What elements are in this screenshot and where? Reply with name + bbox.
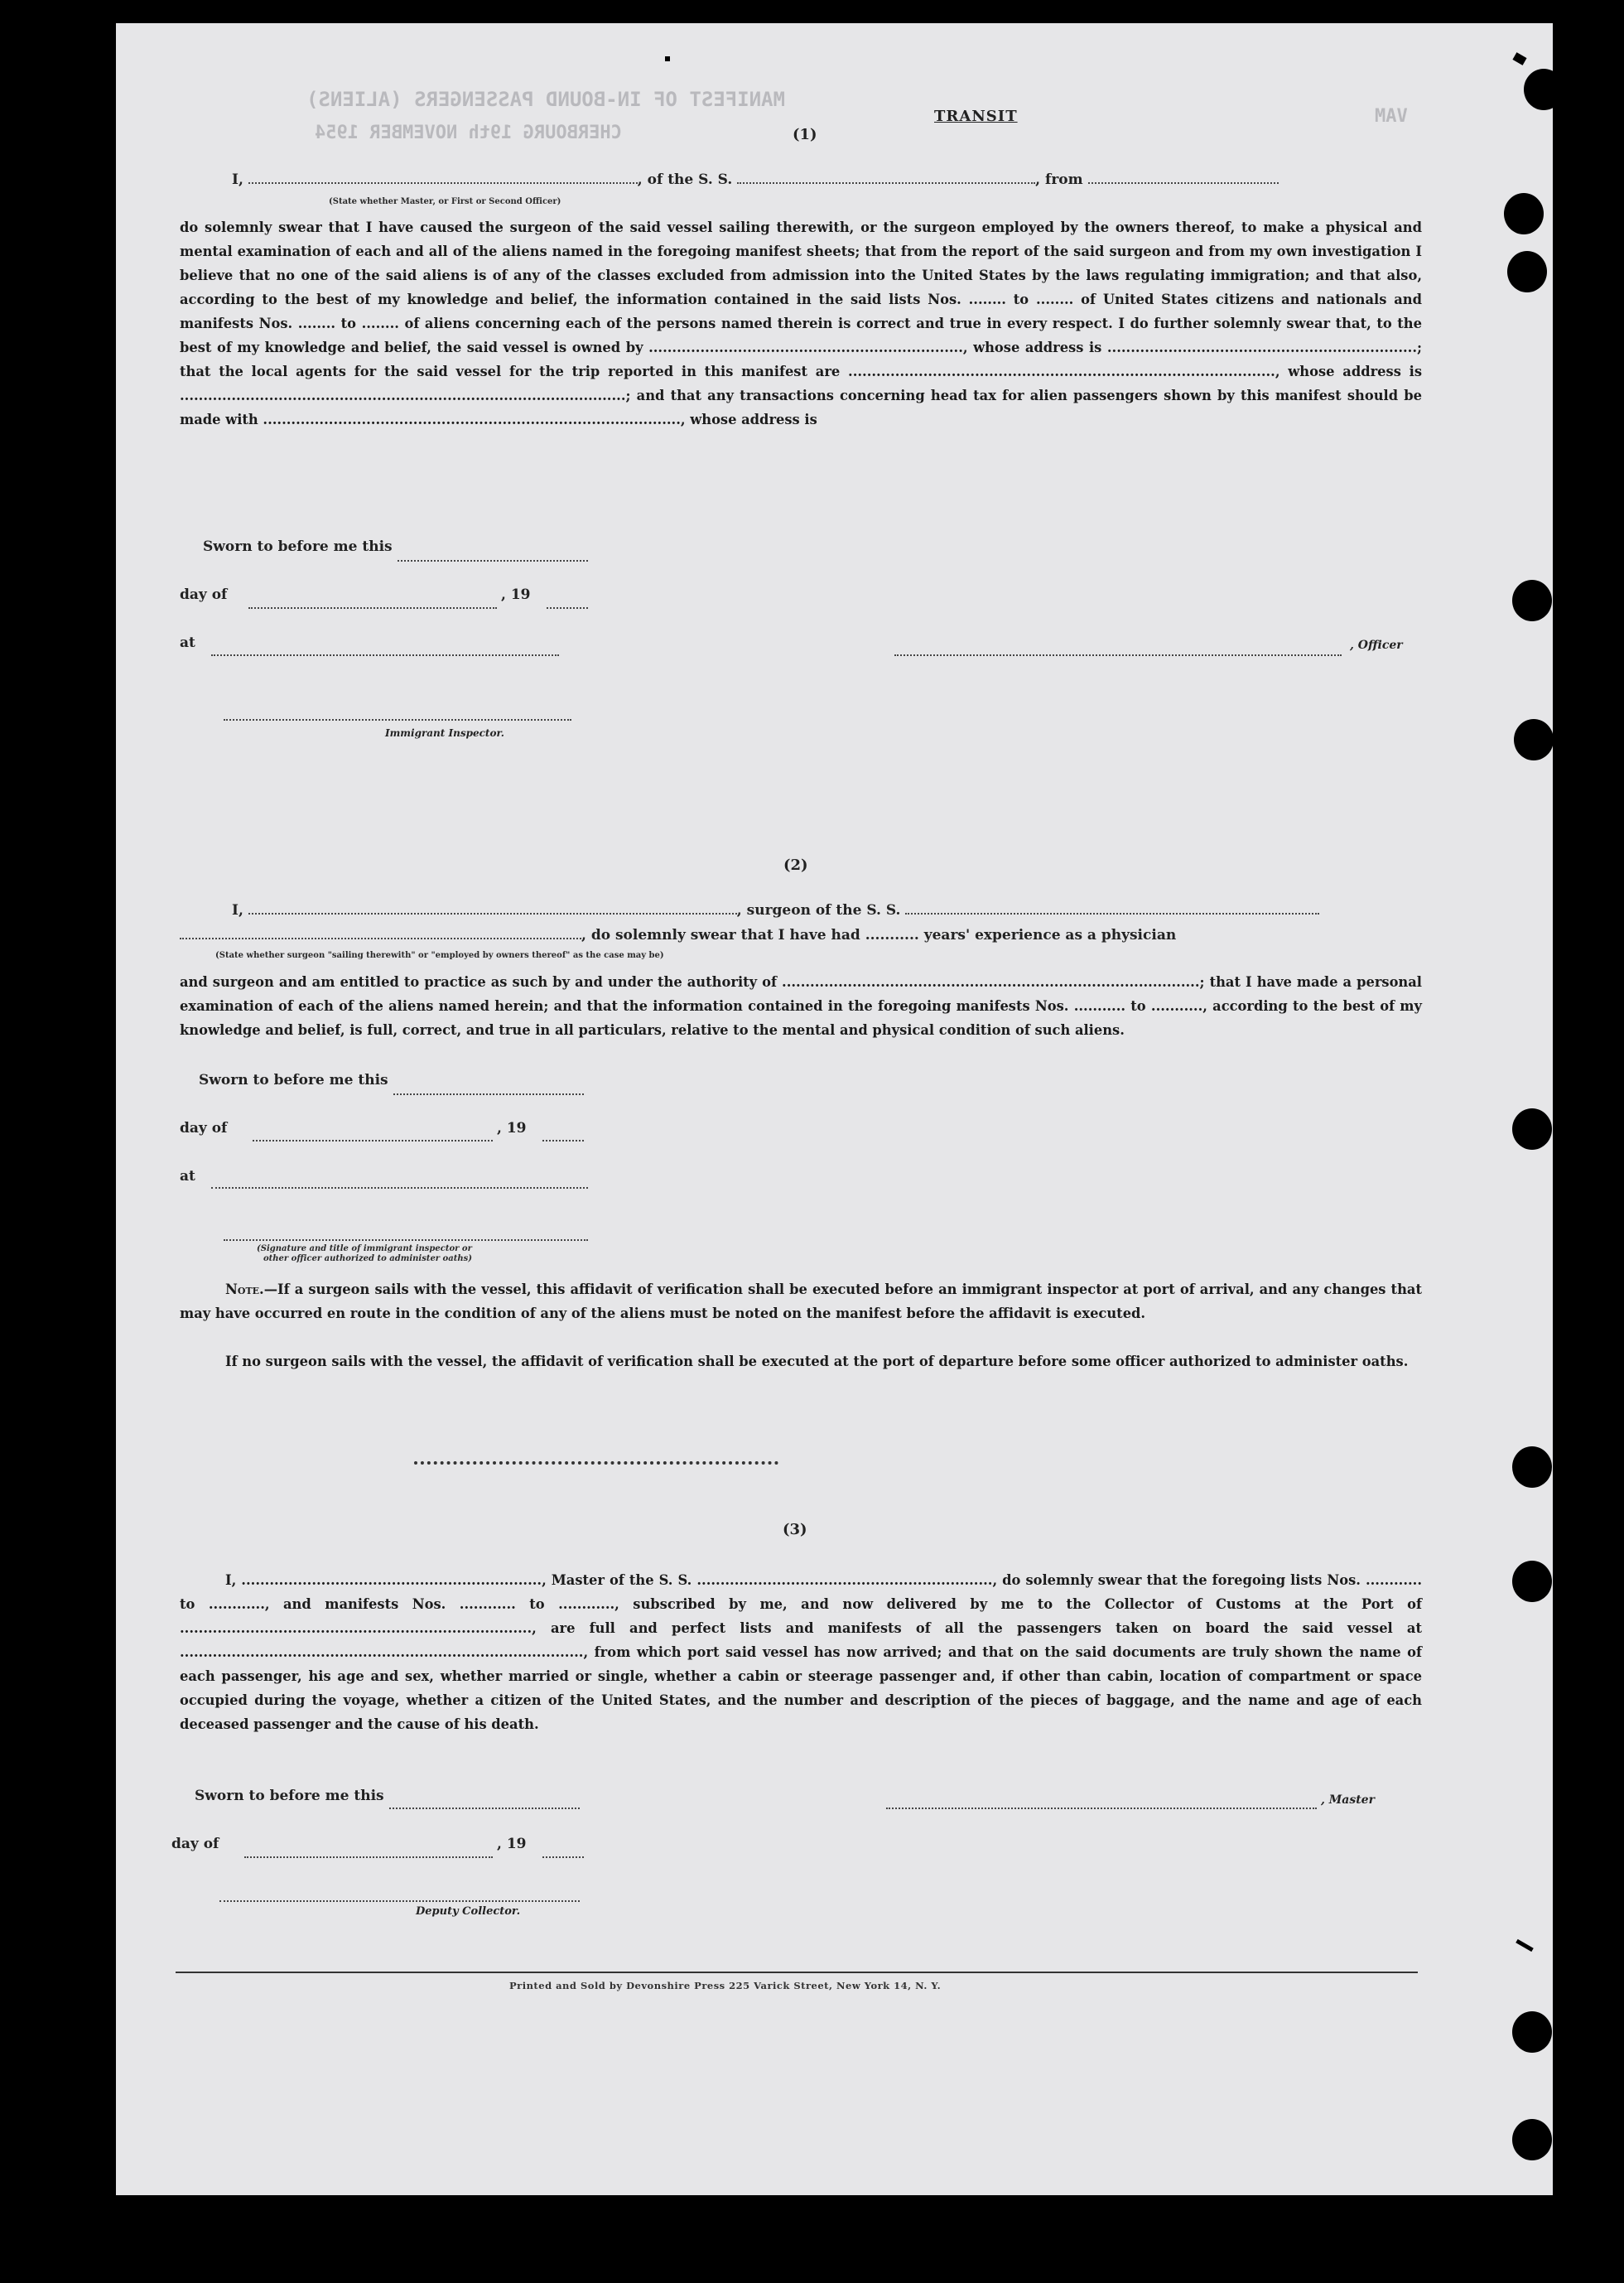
s2-line-1 [232, 901, 1319, 919]
manifest-page [116, 23, 1553, 2195]
s1-officer-label: , Officer [1350, 639, 1403, 652]
s1-sworn: Sworn to before me this [203, 538, 393, 555]
s1-at-line[interactable] [211, 654, 559, 656]
punch-hole [1504, 193, 1544, 234]
vessel-name-field[interactable] [737, 171, 1035, 184]
s1-sworn-line[interactable] [398, 560, 588, 562]
s2-at-line[interactable] [211, 1187, 588, 1189]
s3-deputy-label: Deputy Collector. [416, 1905, 521, 1918]
scan-mark [1516, 1939, 1534, 1952]
printer-credit: Printed and Sold by Devonshire Press 225 Varick Street, New York 14, N. Y. [509, 1980, 942, 1991]
s1-inspector-line[interactable] [224, 719, 571, 721]
section-1-oath-text: do solemnly swear that I have caused the surgeon of the said vessel sailing therewith, or the surgeon employed by the owners thereof, to make a physical and mental examination of each and all of the aliens named in the foregoing manifest sheets; that from the report of the said surgeon and from my own investigation I believe that no one of the said aliens is of any of the classes excluded from admission into the United States by the laws regulating immigration; and that also, according to the best of my knowledge and belief, the information contained in the said lists Nos. ........ to ........ of United States citizens and nationals and manifests Nos. ........ to ........ of aliens concerning each of the persons named therein is correct and true in every respect. I do further solemnly swear that, to the best of my knowledge and belief, the said vessel is owned by ..................................................................., whose address is ..................................................................; that the local agents for the said vessel for the trip reported in this manifest are ..........................................................................................., whose address is ...............................................................................................; and that any transactions concerning head tax for alien passengers shown by this manifest should be made with ........................................................................................., whose address is [180, 220, 1422, 427]
s2-surgeon-status-field[interactable] [180, 926, 581, 939]
s2-year-line[interactable] [542, 1140, 584, 1142]
s3-sworn-line[interactable] [389, 1808, 580, 1809]
s1-day-of: day of [180, 586, 228, 603]
s1-officer-line[interactable] [894, 654, 1342, 656]
s2-signature-note-2: other officer authorized to administer oaths) [263, 1254, 472, 1263]
s1-of-ss: , of the S. S. [637, 171, 733, 188]
s2-day-line[interactable] [253, 1140, 493, 1142]
scan-mark [1512, 52, 1526, 65]
punch-hole [1514, 719, 1553, 760]
s2-status-note: (State whether surgeon "sailing therewith" or "employed by owners thereof" as the case may be) [215, 951, 664, 960]
surgeon-name-field[interactable] [248, 901, 737, 915]
s3-deputy-line[interactable] [219, 1900, 580, 1902]
s1-year: , 19 [501, 586, 531, 603]
s3-sworn: Sworn to before me this [195, 1788, 384, 1804]
s1-inspector-label: Immigrant Inspector. [385, 727, 504, 739]
s3-year-line[interactable] [542, 1856, 584, 1858]
s2-i: I, [232, 902, 243, 919]
punch-hole [1512, 2119, 1552, 2160]
s2-experience: , do solemnly swear that I have had ........... years' experience as a physician [581, 927, 1177, 944]
s1-i: I, [232, 171, 243, 188]
s2-signature-line[interactable] [224, 1239, 588, 1241]
section-1-number: (1) [793, 126, 817, 143]
note-text: —If a surgeon sails with the vessel, this affidavit of verification shall be executed before an immigrant inspector at port of arrival, and any changes that may have occurred en route in the condition of any of the aliens must be noted on the manifest before the affidavit is executed. [180, 1281, 1422, 1321]
s1-officer-note: (State whether Master, or First or Second Officer) [329, 197, 561, 206]
section-2-note-2 [180, 1349, 1422, 1373]
transit-stamp: TRANSIT [934, 108, 1018, 125]
departure-port-field[interactable] [1088, 171, 1279, 184]
note-2-text: If no surgeon sails with the vessel, the affidavit of verification shall be executed at the port of departure before some officer authorized to administer oaths. [225, 1354, 1409, 1369]
footer-rule [176, 1972, 1418, 1973]
section-3-body: I, ................................................................, Master of the S. S. ..............................................................., do solemnly swear that the foregoing lists Nos. ............ to ............, and manifests Nos. ............ to ............, subscribed by me, and now delivered by me to the Collector of Customs at the Port of ..........................................................................., are full and perfect lists and manifests of all the passengers taken on board the said vessel at ......................................................................................, from which port said vessel has now arrived; and that on the said documents are truly shown the name of each passenger, his age and sex, whether married or single, whether a cabin or steerage passenger and, if other than cabin, location of compartment or space occupied during the voyage, whether a citizen of the United States, and the number and description of the pieces of baggage, and the name and age of each deceased passenger and the cause of his death. [180, 1572, 1422, 1732]
dotted-separator [414, 1461, 778, 1465]
s3-day-line[interactable] [244, 1856, 493, 1858]
section-2-oath-text: and surgeon and am entitled to practice as such by and under the authority of .........................................................................................; that I have made a personal examination of each of the aliens named herein; and that the information contained in the foregoing manifests Nos. ........... to ..........., according to the best of my knowledge and belief, is full, correct, and true in all particulars, relative to the mental and physical condition of such aliens. [180, 974, 1422, 1038]
s2-line-2 [180, 926, 1176, 944]
s3-day-of: day of [171, 1836, 219, 1852]
s3-year: , 19 [497, 1836, 527, 1852]
punch-hole [1512, 1561, 1552, 1602]
s2-sworn-line[interactable] [393, 1093, 584, 1095]
punch-hole [1512, 1108, 1552, 1150]
bleed-through-date: CHERBOURG 19th NOVEMBER 1954 [315, 123, 622, 143]
bleed-through-title: MANIFEST OF IN-BOUND PASSENGERS (ALIENS) [306, 88, 785, 111]
s2-surgeon-of: , surgeon of the S. S. [736, 902, 901, 919]
s1-from: , from [1035, 171, 1083, 188]
s1-line-1 [232, 171, 1279, 188]
punch-hole [1512, 580, 1552, 621]
s2-year: , 19 [497, 1120, 527, 1137]
section-3-oath-text [180, 1568, 1422, 1736]
s2-vessel-field[interactable] [905, 901, 1319, 915]
note-label: Note. [225, 1281, 264, 1297]
bleed-through-code: VAM [1375, 106, 1408, 127]
section-2-number: (2) [783, 857, 808, 874]
punch-hole [1524, 69, 1553, 110]
punch-hole [1507, 251, 1547, 292]
s3-master-line[interactable] [886, 1808, 1317, 1809]
punch-hole [1512, 1446, 1552, 1488]
s2-sworn: Sworn to before me this [199, 1072, 388, 1088]
section-2-note [180, 1277, 1422, 1325]
s2-signature-note-1: (Signature and title of immigrant inspector or [257, 1244, 472, 1253]
s1-day-line[interactable] [248, 607, 497, 609]
s1-at: at [180, 635, 195, 651]
punch-hole [1512, 2011, 1552, 2053]
s2-at: at [180, 1168, 195, 1185]
s2-day-of: day of [180, 1120, 228, 1137]
scan-mark [665, 56, 670, 61]
master-name-field[interactable] [248, 171, 638, 184]
s1-year-line[interactable] [547, 607, 588, 609]
s3-master-label: , Master [1321, 1793, 1375, 1807]
section-3-number: (3) [783, 1521, 807, 1538]
